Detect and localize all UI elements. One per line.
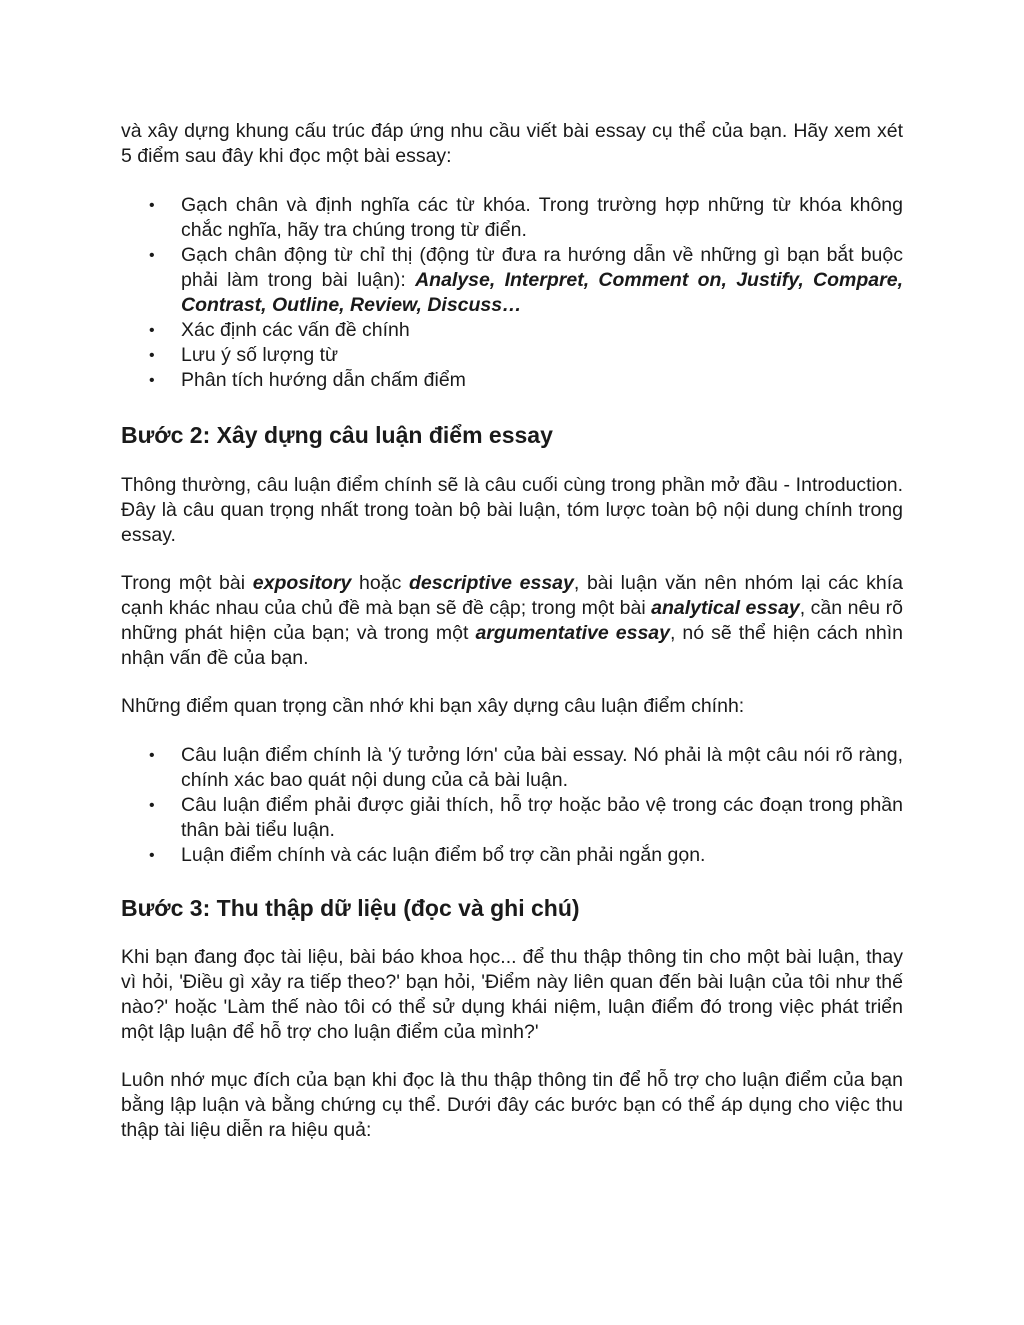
- list-item-text: Phân tích hướng dẫn chấm điểm: [181, 369, 466, 391]
- list-item: [121, 318, 903, 343]
- step2-paragraph-2: [121, 571, 903, 671]
- thesis-points-list: [121, 743, 903, 868]
- emphasis-argumentative-essay: argumentative essay: [475, 622, 670, 644]
- bullet-icon: •: [149, 372, 155, 389]
- bullet-icon: •: [149, 847, 155, 864]
- bullet-icon: •: [149, 347, 155, 364]
- text-run: , cần nêu rõ những phát hiện của bạn; và trong một: [121, 597, 903, 644]
- step3-paragraph-1: Khi bạn đang đọc tài liệu, bài báo khoa học... để thu thập thông tin cho một bài luận, thay vì hỏi, 'Điều gì xảy ra tiếp theo?' bạn hỏi, 'Điểm này liên quan đến bài luận của tôi như thế nào?' hoặc 'Làm thế nào tôi có thể sử dụng khái niệm, luận điểm đó trong việc phát triển một lập luận để hỗ trợ cho luận điểm của mình?': [121, 946, 903, 1043]
- text-run: , bài luận văn nên nhóm lại các khía cạnh khác nhau của chủ đề mà bạn sẽ đề cập; trong một bài: [121, 572, 903, 619]
- list-item: [121, 743, 903, 793]
- text-run: Trong một bài: [121, 572, 253, 594]
- list-item: [121, 793, 903, 843]
- text-run: , nó sẽ thể hiện cách nhìn nhận vấn đề của bạn.: [121, 622, 903, 669]
- bullet-icon: •: [149, 747, 155, 764]
- bullet-icon: •: [149, 322, 155, 339]
- list-item-text: Xác định các vấn đề chính: [181, 319, 410, 341]
- bullet-icon: •: [149, 197, 155, 214]
- list-item-text: Câu luận điểm phải được giải thích, hỗ trợ hoặc bảo vệ trong các đoạn trong phần thân bài tiểu luận.: [181, 794, 903, 841]
- list-item: [121, 343, 903, 368]
- list-item-text: Gạch chân động từ chỉ thị (động từ đưa ra hướng dẫn về những gì bạn bắt buộc phải làm trong bài luận):: [181, 244, 903, 291]
- list-item: [121, 843, 903, 868]
- emphasis-analytical-essay: analytical essay: [651, 597, 800, 619]
- step3-paragraph-2: Luôn nhớ mục đích của bạn khi đọc là thu thập thông tin để hỗ trợ cho luận điểm của bạn bằng lập luận và bằng chứng cụ thể. Dưới đây các bước bạn có thể áp dụng cho việc thu thập tài liệu diễn ra hiệu quả:: [121, 1069, 903, 1141]
- list-item-text: Luận điểm chính và các luận điểm bổ trợ cần phải ngắn gọn.: [181, 844, 706, 866]
- list-item: [121, 243, 903, 318]
- step2-paragraph-1: Thông thường, câu luận điểm chính sẽ là câu cuối cùng trong phần mở đầu - Introduction. Đây là câu quan trọng nhất trong toàn bộ bài luận, tóm lược toàn bộ nội dung chính trong essay.: [121, 474, 903, 546]
- bullet-icon: •: [149, 797, 155, 814]
- directive-verbs: Analyse, Interpret, Comment on, Justify, Compare, Contrast, Outline, Review, Discuss…: [181, 269, 903, 316]
- list-item-text: Câu luận điểm chính là 'ý tưởng lớn' của bài essay. Nó phải là một câu nói rõ ràng, chính xác bao quát nội dung của cả bài luận.: [181, 744, 903, 791]
- reading-points-list: [121, 193, 903, 393]
- document-page: [121, 119, 903, 1143]
- step2-heading: Bước 2: Xây dựng câu luận điểm essay: [121, 422, 553, 448]
- intro-paragraph: và xây dựng khung cấu trúc đáp ứng nhu cầu viết bài essay cụ thể của bạn. Hãy xem xét 5 điểm sau đây khi đọc một bài essay:: [121, 120, 903, 167]
- list-item: [121, 193, 903, 243]
- list-item-text: Gạch chân và định nghĩa các từ khóa. Trong trường hợp những từ khóa không chắc nghĩa, hãy tra chúng trong từ điển.: [181, 194, 903, 241]
- step2-paragraph-3: Những điểm quan trọng cần nhớ khi bạn xây dựng câu luận điểm chính:: [121, 695, 745, 717]
- emphasis-descriptive-essay: descriptive essay: [409, 572, 574, 594]
- bullet-icon: •: [149, 247, 155, 264]
- list-item: [121, 368, 903, 393]
- step3-heading: Bước 3: Thu thập dữ liệu (đọc và ghi chú): [121, 895, 580, 921]
- list-item-text: Lưu ý số lượng từ: [181, 344, 339, 366]
- emphasis-expository: expository: [252, 572, 352, 594]
- text-run: hoặc: [351, 572, 410, 594]
